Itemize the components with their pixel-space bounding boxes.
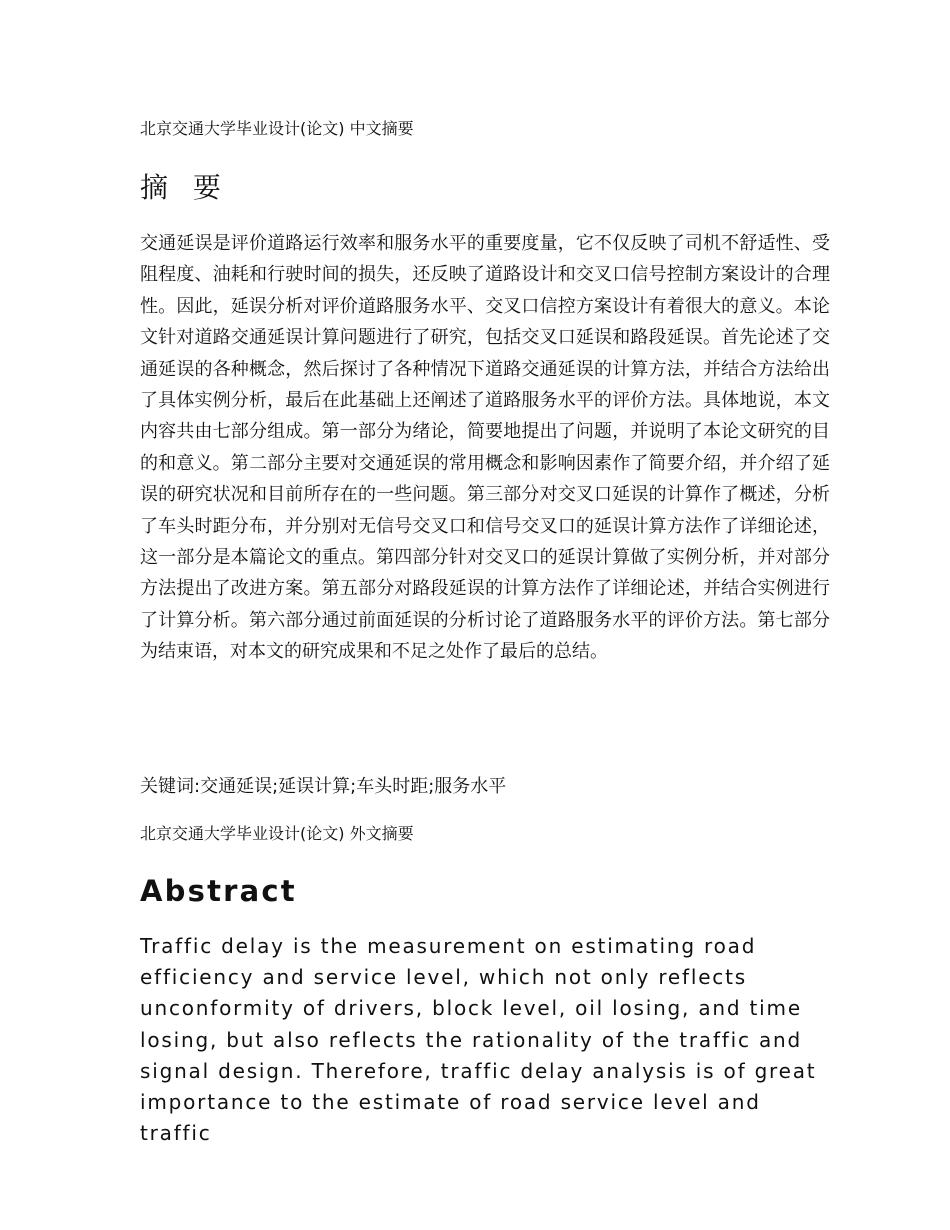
chinese-keywords: 关键词:交通延误;延误计算;车头时距;服务水平 (140, 776, 507, 797)
english-abstract-header: 北京交通大学毕业设计(论文) 外文摘要 (140, 824, 414, 843)
english-abstract-title: Abstract (140, 874, 297, 908)
chinese-abstract-body: 交通延误是评价道路运行效率和服务水平的重要度量，它不仅反映了司机不舒适性、受阻程度、油耗和行驶时间的损失，还反映了道路设计和交叉口信号控制方案设计的合理性。因此，延误分析对评价道路服务水平、交叉口信控方案设计有着很大的意义。本论文针对道路交通延误计算问题进行了研究，包括交叉口延误和路段延误。首先论述了交通延误的各种概念，然后探讨了各种情况下道路交通延误的计算方法，并结合方法给出了具体实例分析，最后在此基础上还阐述了道路服务水平的评价方法。具体地说，本文内容共由七部分组成。第一部分为绪论，简要地提出了问题，并说明了本论文研究的目的和意义。第二部分主要对交通延误的常用概念和影响因素作了简要介绍，并介绍了延误的研究状况和目前所存在的一些问题。第三部分对交叉口延误的计算作了概述，分析了车头时距分布，并分别对无信号交叉口和信号交叉口的延误计算方法作了详细论述，这一部分是本篇论文的重点。第四部分针对交叉口的延误计算做了实例分析，并对部分方法提出了改进方案。第五部分对路段延误的计算方法作了详细论述，并结合实例进行了计算分析。第六部分通过前面延误的分析讨论了道路服务水平的评价方法。第七部分为结束语，对本文的研究成果和不足之处作了最后的总结。 (140, 233, 830, 663)
english-abstract-body: Traffic delay is the measurement on estimating road efficiency and service level, which not only reflects unconformity of drivers, block level, oil losing, and time losing, but also reflects the rationality of the traffic and signal design. Therefore, traffic delay analysis is of great importance to the estimate of road service level and traffic (140, 934, 817, 1146)
chinese-abstract-header: 北京交通大学毕业设计(论文) 中文摘要 (140, 119, 414, 138)
chinese-abstract-title: 摘 要 (140, 171, 229, 204)
